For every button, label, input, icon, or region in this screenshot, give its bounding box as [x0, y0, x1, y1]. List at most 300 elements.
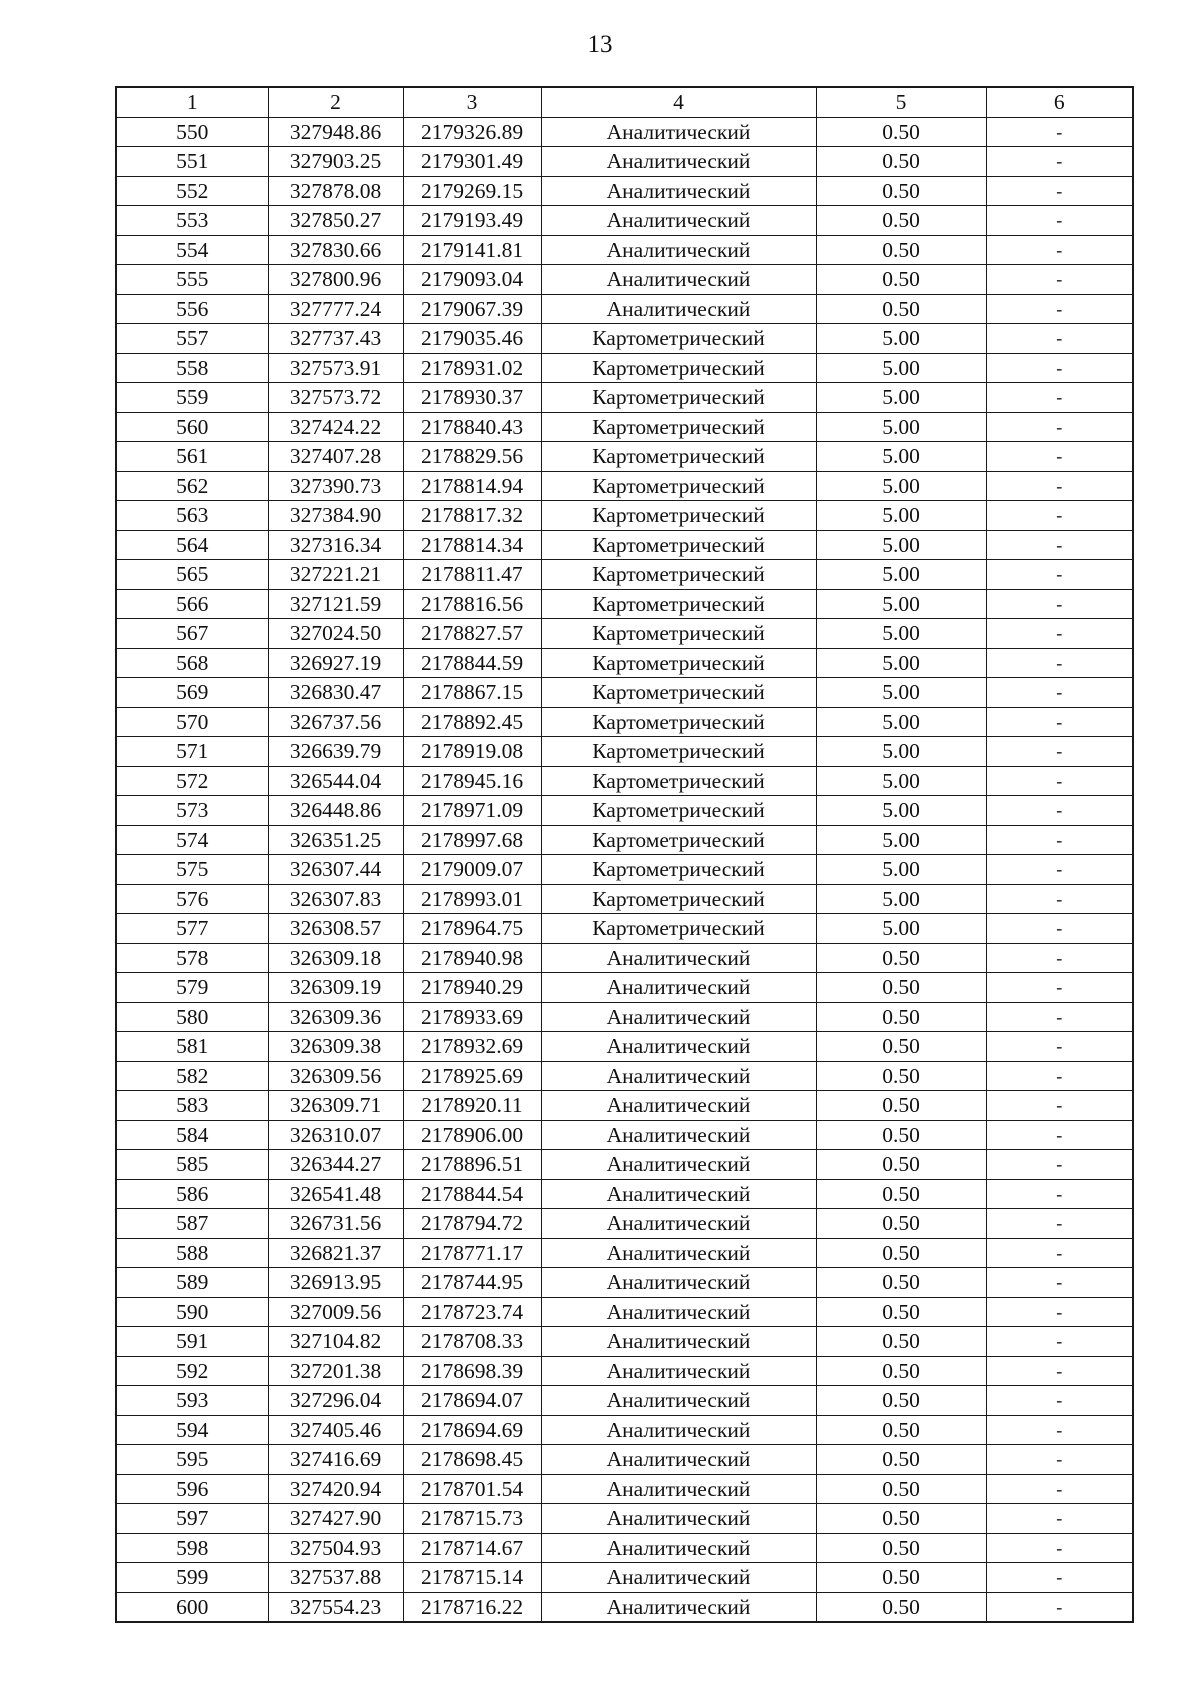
- method-cell: Картометрический: [541, 855, 816, 885]
- note-cell: -: [986, 353, 1133, 383]
- accuracy-cell: 0.50: [816, 1356, 986, 1386]
- y-coordinate-cell: 2178945.16: [403, 766, 541, 796]
- point-number-cell: 592: [116, 1356, 268, 1386]
- method-cell: Аналитический: [541, 1504, 816, 1534]
- y-coordinate-cell: 2178811.47: [403, 560, 541, 590]
- table-row: [116, 825, 1133, 855]
- table-row: [116, 1386, 1133, 1416]
- point-number-cell: 563: [116, 501, 268, 531]
- method-cell: Аналитический: [541, 1268, 816, 1298]
- note-cell: -: [986, 648, 1133, 678]
- x-coordinate-cell: 327948.86: [268, 117, 403, 147]
- column-header: 5: [816, 87, 986, 117]
- note-cell: -: [986, 471, 1133, 501]
- note-cell: -: [986, 737, 1133, 767]
- table-row: [116, 1032, 1133, 1062]
- method-cell: Аналитический: [541, 1209, 816, 1239]
- table-row: [116, 707, 1133, 737]
- accuracy-cell: 0.50: [816, 1061, 986, 1091]
- method-cell: Картометрический: [541, 737, 816, 767]
- table-row: [116, 1327, 1133, 1357]
- y-coordinate-cell: 2178694.69: [403, 1415, 541, 1445]
- method-cell: Аналитический: [541, 1415, 816, 1445]
- table-row: [116, 1209, 1133, 1239]
- note-cell: -: [986, 412, 1133, 442]
- method-cell: Картометрический: [541, 471, 816, 501]
- x-coordinate-cell: 327390.73: [268, 471, 403, 501]
- table-row: [116, 117, 1133, 147]
- x-coordinate-cell: 326541.48: [268, 1179, 403, 1209]
- point-number-cell: 594: [116, 1415, 268, 1445]
- note-cell: -: [986, 1091, 1133, 1121]
- y-coordinate-cell: 2178708.33: [403, 1327, 541, 1357]
- point-number-cell: 585: [116, 1150, 268, 1180]
- y-coordinate-cell: 2178723.74: [403, 1297, 541, 1327]
- table-row: [116, 1061, 1133, 1091]
- x-coordinate-cell: 327420.94: [268, 1474, 403, 1504]
- method-cell: Аналитический: [541, 1297, 816, 1327]
- point-number-cell: 590: [116, 1297, 268, 1327]
- note-cell: -: [986, 1150, 1133, 1180]
- method-cell: Аналитический: [541, 235, 816, 265]
- point-number-cell: 581: [116, 1032, 268, 1062]
- table-row: [116, 1445, 1133, 1475]
- x-coordinate-cell: 326307.44: [268, 855, 403, 885]
- y-coordinate-cell: 2179326.89: [403, 117, 541, 147]
- x-coordinate-cell: 326344.27: [268, 1150, 403, 1180]
- method-cell: Картометрический: [541, 560, 816, 590]
- accuracy-cell: 0.50: [816, 1592, 986, 1622]
- x-coordinate-cell: 327573.72: [268, 383, 403, 413]
- x-coordinate-cell: 327424.22: [268, 412, 403, 442]
- note-cell: -: [986, 176, 1133, 206]
- table-row: [116, 265, 1133, 295]
- x-coordinate-cell: 326544.04: [268, 766, 403, 796]
- y-coordinate-cell: 2178827.57: [403, 619, 541, 649]
- accuracy-cell: 0.50: [816, 943, 986, 973]
- method-cell: Аналитический: [541, 973, 816, 1003]
- y-coordinate-cell: 2178829.56: [403, 442, 541, 472]
- x-coordinate-cell: 327104.82: [268, 1327, 403, 1357]
- accuracy-cell: 5.00: [816, 442, 986, 472]
- accuracy-cell: 5.00: [816, 884, 986, 914]
- table-row: [116, 412, 1133, 442]
- note-cell: -: [986, 796, 1133, 826]
- note-cell: -: [986, 1474, 1133, 1504]
- accuracy-cell: 0.50: [816, 1386, 986, 1416]
- note-cell: -: [986, 206, 1133, 236]
- accuracy-cell: 0.50: [816, 1150, 986, 1180]
- table-row: [116, 1150, 1133, 1180]
- method-cell: Картометрический: [541, 766, 816, 796]
- note-cell: -: [986, 1002, 1133, 1032]
- accuracy-cell: 5.00: [816, 412, 986, 442]
- x-coordinate-cell: 327850.27: [268, 206, 403, 236]
- point-number-cell: 589: [116, 1268, 268, 1298]
- note-cell: -: [986, 560, 1133, 590]
- table-row: [116, 1563, 1133, 1593]
- note-cell: -: [986, 943, 1133, 973]
- point-number-cell: 564: [116, 530, 268, 560]
- point-number-cell: 593: [116, 1386, 268, 1416]
- accuracy-cell: 5.00: [816, 737, 986, 767]
- point-number-cell: 580: [116, 1002, 268, 1032]
- point-number-cell: 599: [116, 1563, 268, 1593]
- x-coordinate-cell: 327537.88: [268, 1563, 403, 1593]
- note-cell: -: [986, 825, 1133, 855]
- point-number-cell: 559: [116, 383, 268, 413]
- table-body: [116, 117, 1133, 1622]
- point-number-cell: 591: [116, 1327, 268, 1357]
- point-number-cell: 550: [116, 117, 268, 147]
- note-cell: -: [986, 1238, 1133, 1268]
- x-coordinate-cell: 327121.59: [268, 589, 403, 619]
- table-row: [116, 383, 1133, 413]
- y-coordinate-cell: 2178844.54: [403, 1179, 541, 1209]
- x-coordinate-cell: 326448.86: [268, 796, 403, 826]
- point-number-cell: 556: [116, 294, 268, 324]
- y-coordinate-cell: 2178794.72: [403, 1209, 541, 1239]
- y-coordinate-cell: 2178814.34: [403, 530, 541, 560]
- table-row: [116, 235, 1133, 265]
- y-coordinate-cell: 2178715.14: [403, 1563, 541, 1593]
- point-number-cell: 587: [116, 1209, 268, 1239]
- y-coordinate-cell: 2179269.15: [403, 176, 541, 206]
- method-cell: Аналитический: [541, 1150, 816, 1180]
- y-coordinate-cell: 2178930.37: [403, 383, 541, 413]
- note-cell: -: [986, 235, 1133, 265]
- y-coordinate-cell: 2178814.94: [403, 471, 541, 501]
- y-coordinate-cell: 2178701.54: [403, 1474, 541, 1504]
- x-coordinate-cell: 327878.08: [268, 176, 403, 206]
- note-cell: -: [986, 1209, 1133, 1239]
- x-coordinate-cell: 327504.93: [268, 1533, 403, 1563]
- point-number-cell: 557: [116, 324, 268, 354]
- point-number-cell: 597: [116, 1504, 268, 1534]
- accuracy-cell: 0.50: [816, 1504, 986, 1534]
- accuracy-cell: 0.50: [816, 176, 986, 206]
- table-row: [116, 1268, 1133, 1298]
- y-coordinate-cell: 2178698.39: [403, 1356, 541, 1386]
- x-coordinate-cell: 327384.90: [268, 501, 403, 531]
- method-cell: Картометрический: [541, 796, 816, 826]
- accuracy-cell: 0.50: [816, 1209, 986, 1239]
- x-coordinate-cell: 326310.07: [268, 1120, 403, 1150]
- method-cell: Аналитический: [541, 1445, 816, 1475]
- point-number-cell: 570: [116, 707, 268, 737]
- table-row: [116, 796, 1133, 826]
- accuracy-cell: 0.50: [816, 1179, 986, 1209]
- table-row: [116, 678, 1133, 708]
- table-row: [116, 324, 1133, 354]
- accuracy-cell: 0.50: [816, 1268, 986, 1298]
- x-coordinate-cell: 326927.19: [268, 648, 403, 678]
- point-number-cell: 551: [116, 147, 268, 177]
- x-coordinate-cell: 326821.37: [268, 1238, 403, 1268]
- note-cell: -: [986, 265, 1133, 295]
- accuracy-cell: 0.50: [816, 1415, 986, 1445]
- y-coordinate-cell: 2179301.49: [403, 147, 541, 177]
- method-cell: Картометрический: [541, 324, 816, 354]
- note-cell: -: [986, 1032, 1133, 1062]
- y-coordinate-cell: 2179141.81: [403, 235, 541, 265]
- x-coordinate-cell: 327554.23: [268, 1592, 403, 1622]
- method-cell: Аналитический: [541, 1386, 816, 1416]
- note-cell: -: [986, 117, 1133, 147]
- method-cell: Аналитический: [541, 1533, 816, 1563]
- y-coordinate-cell: 2178892.45: [403, 707, 541, 737]
- accuracy-cell: 0.50: [816, 973, 986, 1003]
- accuracy-cell: 5.00: [816, 825, 986, 855]
- note-cell: -: [986, 1445, 1133, 1475]
- y-coordinate-cell: 2178919.08: [403, 737, 541, 767]
- method-cell: Аналитический: [541, 1032, 816, 1062]
- note-cell: -: [986, 1297, 1133, 1327]
- y-coordinate-cell: 2178933.69: [403, 1002, 541, 1032]
- method-cell: Аналитический: [541, 265, 816, 295]
- table-row: [116, 766, 1133, 796]
- note-cell: -: [986, 147, 1133, 177]
- column-header: 1: [116, 87, 268, 117]
- table-row: [116, 294, 1133, 324]
- table-row: [116, 471, 1133, 501]
- y-coordinate-cell: 2178997.68: [403, 825, 541, 855]
- point-number-cell: 588: [116, 1238, 268, 1268]
- table-row: [116, 884, 1133, 914]
- accuracy-cell: 0.50: [816, 1533, 986, 1563]
- point-number-cell: 565: [116, 560, 268, 590]
- accuracy-cell: 5.00: [816, 796, 986, 826]
- method-cell: Аналитический: [541, 1002, 816, 1032]
- note-cell: -: [986, 1356, 1133, 1386]
- x-coordinate-cell: 326639.79: [268, 737, 403, 767]
- table-row: [116, 1238, 1133, 1268]
- x-coordinate-cell: 327009.56: [268, 1297, 403, 1327]
- method-cell: Картометрический: [541, 353, 816, 383]
- method-cell: Картометрический: [541, 442, 816, 472]
- x-coordinate-cell: 326830.47: [268, 678, 403, 708]
- point-number-cell: 560: [116, 412, 268, 442]
- method-cell: Картометрический: [541, 619, 816, 649]
- y-coordinate-cell: 2178925.69: [403, 1061, 541, 1091]
- point-number-cell: 568: [116, 648, 268, 678]
- x-coordinate-cell: 327201.38: [268, 1356, 403, 1386]
- point-number-cell: 596: [116, 1474, 268, 1504]
- table-row: [116, 442, 1133, 472]
- y-coordinate-cell: 2178715.73: [403, 1504, 541, 1534]
- note-cell: -: [986, 619, 1133, 649]
- table-row: [116, 530, 1133, 560]
- accuracy-cell: 5.00: [816, 619, 986, 649]
- y-coordinate-cell: 2178816.56: [403, 589, 541, 619]
- column-header: 4: [541, 87, 816, 117]
- y-coordinate-cell: 2178714.67: [403, 1533, 541, 1563]
- table-row: [116, 1504, 1133, 1534]
- y-coordinate-cell: 2178817.32: [403, 501, 541, 531]
- y-coordinate-cell: 2178698.45: [403, 1445, 541, 1475]
- table-row: [116, 206, 1133, 236]
- note-cell: -: [986, 914, 1133, 944]
- method-cell: Картометрический: [541, 530, 816, 560]
- method-cell: Картометрический: [541, 825, 816, 855]
- table-header-row: [116, 87, 1133, 117]
- y-coordinate-cell: 2178744.95: [403, 1268, 541, 1298]
- method-cell: Аналитический: [541, 1061, 816, 1091]
- y-coordinate-cell: 2178920.11: [403, 1091, 541, 1121]
- note-cell: -: [986, 707, 1133, 737]
- accuracy-cell: 5.00: [816, 353, 986, 383]
- y-coordinate-cell: 2178931.02: [403, 353, 541, 383]
- method-cell: Аналитический: [541, 943, 816, 973]
- note-cell: -: [986, 324, 1133, 354]
- y-coordinate-cell: 2178867.15: [403, 678, 541, 708]
- method-cell: Аналитический: [541, 294, 816, 324]
- note-cell: -: [986, 589, 1133, 619]
- y-coordinate-cell: 2178932.69: [403, 1032, 541, 1062]
- accuracy-cell: 5.00: [816, 383, 986, 413]
- x-coordinate-cell: 326309.56: [268, 1061, 403, 1091]
- point-number-cell: 554: [116, 235, 268, 265]
- x-coordinate-cell: 326737.56: [268, 707, 403, 737]
- table-row: [116, 176, 1133, 206]
- method-cell: Картометрический: [541, 884, 816, 914]
- method-cell: Аналитический: [541, 1474, 816, 1504]
- y-coordinate-cell: 2179009.07: [403, 855, 541, 885]
- table-row: [116, 1297, 1133, 1327]
- accuracy-cell: 0.50: [816, 1563, 986, 1593]
- table-row: [116, 943, 1133, 973]
- accuracy-cell: 0.50: [816, 1238, 986, 1268]
- accuracy-cell: 0.50: [816, 206, 986, 236]
- point-number-cell: 558: [116, 353, 268, 383]
- x-coordinate-cell: 326309.38: [268, 1032, 403, 1062]
- point-number-cell: 582: [116, 1061, 268, 1091]
- y-coordinate-cell: 2178716.22: [403, 1592, 541, 1622]
- point-number-cell: 561: [116, 442, 268, 472]
- accuracy-cell: 5.00: [816, 766, 986, 796]
- accuracy-cell: 0.50: [816, 1297, 986, 1327]
- point-number-cell: 571: [116, 737, 268, 767]
- x-coordinate-cell: 327903.25: [268, 147, 403, 177]
- x-coordinate-cell: 326309.36: [268, 1002, 403, 1032]
- accuracy-cell: 5.00: [816, 914, 986, 944]
- x-coordinate-cell: 327737.43: [268, 324, 403, 354]
- table-row: [116, 147, 1133, 177]
- note-cell: -: [986, 1120, 1133, 1150]
- y-coordinate-cell: 2178844.59: [403, 648, 541, 678]
- method-cell: Аналитический: [541, 1356, 816, 1386]
- method-cell: Аналитический: [541, 176, 816, 206]
- table-row: [116, 737, 1133, 767]
- y-coordinate-cell: 2179193.49: [403, 206, 541, 236]
- point-number-cell: 569: [116, 678, 268, 708]
- note-cell: -: [986, 383, 1133, 413]
- table-row: [116, 1533, 1133, 1563]
- accuracy-cell: 5.00: [816, 560, 986, 590]
- note-cell: -: [986, 884, 1133, 914]
- table-row: [116, 1120, 1133, 1150]
- column-header: 6: [986, 87, 1133, 117]
- x-coordinate-cell: 326731.56: [268, 1209, 403, 1239]
- method-cell: Картометрический: [541, 589, 816, 619]
- method-cell: Аналитический: [541, 147, 816, 177]
- point-number-cell: 575: [116, 855, 268, 885]
- accuracy-cell: 5.00: [816, 855, 986, 885]
- x-coordinate-cell: 327573.91: [268, 353, 403, 383]
- point-number-cell: 567: [116, 619, 268, 649]
- accuracy-cell: 0.50: [816, 1327, 986, 1357]
- point-number-cell: 583: [116, 1091, 268, 1121]
- accuracy-cell: 5.00: [816, 471, 986, 501]
- note-cell: -: [986, 678, 1133, 708]
- point-number-cell: 578: [116, 943, 268, 973]
- note-cell: -: [986, 1563, 1133, 1593]
- table-row: [116, 589, 1133, 619]
- x-coordinate-cell: 327800.96: [268, 265, 403, 295]
- table-row: [116, 1474, 1133, 1504]
- method-cell: Аналитический: [541, 1179, 816, 1209]
- table-row: [116, 560, 1133, 590]
- x-coordinate-cell: 326307.83: [268, 884, 403, 914]
- x-coordinate-cell: 327777.24: [268, 294, 403, 324]
- x-coordinate-cell: 327405.46: [268, 1415, 403, 1445]
- table-row: [116, 1002, 1133, 1032]
- page-number: 13: [587, 31, 613, 58]
- note-cell: -: [986, 294, 1133, 324]
- accuracy-cell: 0.50: [816, 265, 986, 295]
- y-coordinate-cell: 2178906.00: [403, 1120, 541, 1150]
- x-coordinate-cell: 326309.19: [268, 973, 403, 1003]
- y-coordinate-cell: 2178940.29: [403, 973, 541, 1003]
- y-coordinate-cell: 2179035.46: [403, 324, 541, 354]
- point-number-cell: 576: [116, 884, 268, 914]
- table-row: [116, 619, 1133, 649]
- table-row: [116, 353, 1133, 383]
- note-cell: -: [986, 766, 1133, 796]
- table-row: [116, 1356, 1133, 1386]
- x-coordinate-cell: 327427.90: [268, 1504, 403, 1534]
- note-cell: -: [986, 501, 1133, 531]
- note-cell: -: [986, 1386, 1133, 1416]
- coordinates-table: [115, 86, 1134, 1623]
- x-coordinate-cell: 327024.50: [268, 619, 403, 649]
- point-number-cell: 566: [116, 589, 268, 619]
- table-row: [116, 855, 1133, 885]
- note-cell: -: [986, 855, 1133, 885]
- column-header: 3: [403, 87, 541, 117]
- y-coordinate-cell: 2179067.39: [403, 294, 541, 324]
- table-row: [116, 1179, 1133, 1209]
- method-cell: Картометрический: [541, 678, 816, 708]
- accuracy-cell: 0.50: [816, 117, 986, 147]
- accuracy-cell: 5.00: [816, 589, 986, 619]
- x-coordinate-cell: 326913.95: [268, 1268, 403, 1298]
- method-cell: Картометрический: [541, 648, 816, 678]
- accuracy-cell: 5.00: [816, 501, 986, 531]
- point-number-cell: 600: [116, 1592, 268, 1622]
- point-number-cell: 572: [116, 766, 268, 796]
- y-coordinate-cell: 2179093.04: [403, 265, 541, 295]
- point-number-cell: 595: [116, 1445, 268, 1475]
- accuracy-cell: 5.00: [816, 324, 986, 354]
- accuracy-cell: 5.00: [816, 707, 986, 737]
- point-number-cell: 584: [116, 1120, 268, 1150]
- y-coordinate-cell: 2178694.07: [403, 1386, 541, 1416]
- note-cell: -: [986, 442, 1133, 472]
- method-cell: Аналитический: [541, 1120, 816, 1150]
- accuracy-cell: 0.50: [816, 1120, 986, 1150]
- method-cell: Аналитический: [541, 1091, 816, 1121]
